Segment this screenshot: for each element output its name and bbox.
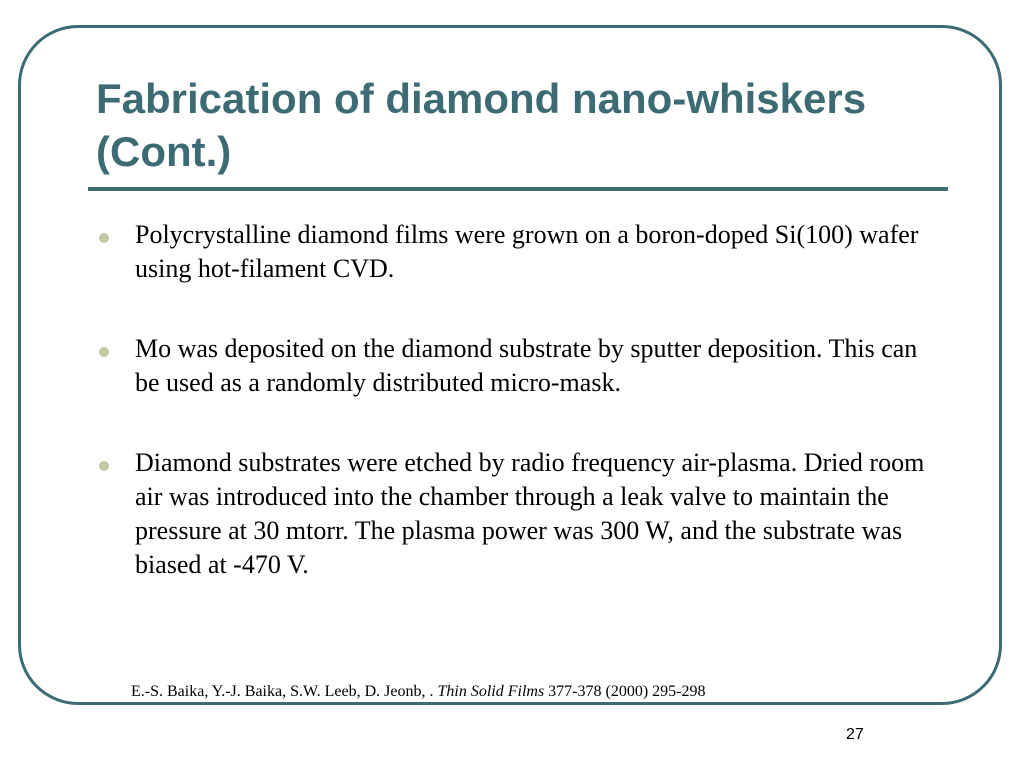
page-number: 27 bbox=[846, 726, 864, 743]
bullet-list bbox=[96, 218, 936, 628]
citation-details: 377-378 (2000) 295-298 bbox=[544, 683, 706, 700]
bullet-item bbox=[96, 332, 936, 400]
bullet-text: Diamond substrates were etched by radio frequency air-plasma. Dried room air was introduced into the chamber through a leak valve to maintain the pressure at 30 mtorr. The plasma power was 300 W, and the substrate was biased at -470 V. bbox=[135, 448, 925, 579]
citation-authors: E.-S. Baika, Y.-J. Baika, S.W. Leeb, D. Jeonb, . bbox=[131, 683, 438, 700]
citation-journal: Thin Solid Films bbox=[437, 683, 545, 700]
bullet-text: Mo was deposited on the diamond substrate by sputter deposition. This can be used as a randomly distributed micro-mask. bbox=[135, 334, 918, 397]
bullet-dot-icon bbox=[99, 233, 109, 243]
title-divider bbox=[88, 187, 948, 191]
citation bbox=[131, 682, 705, 702]
bullet-item bbox=[96, 446, 936, 582]
bullet-item bbox=[96, 218, 936, 286]
bullet-dot-icon bbox=[99, 461, 109, 471]
bullet-dot-icon bbox=[99, 347, 109, 357]
slide-title: Fabrication of diamond nano-whiskers (Cont.) bbox=[96, 75, 867, 175]
bullet-text: Polycrystalline diamond films were grown on a boron-doped Si(100) wafer using hot-filament CVD. bbox=[135, 220, 919, 283]
